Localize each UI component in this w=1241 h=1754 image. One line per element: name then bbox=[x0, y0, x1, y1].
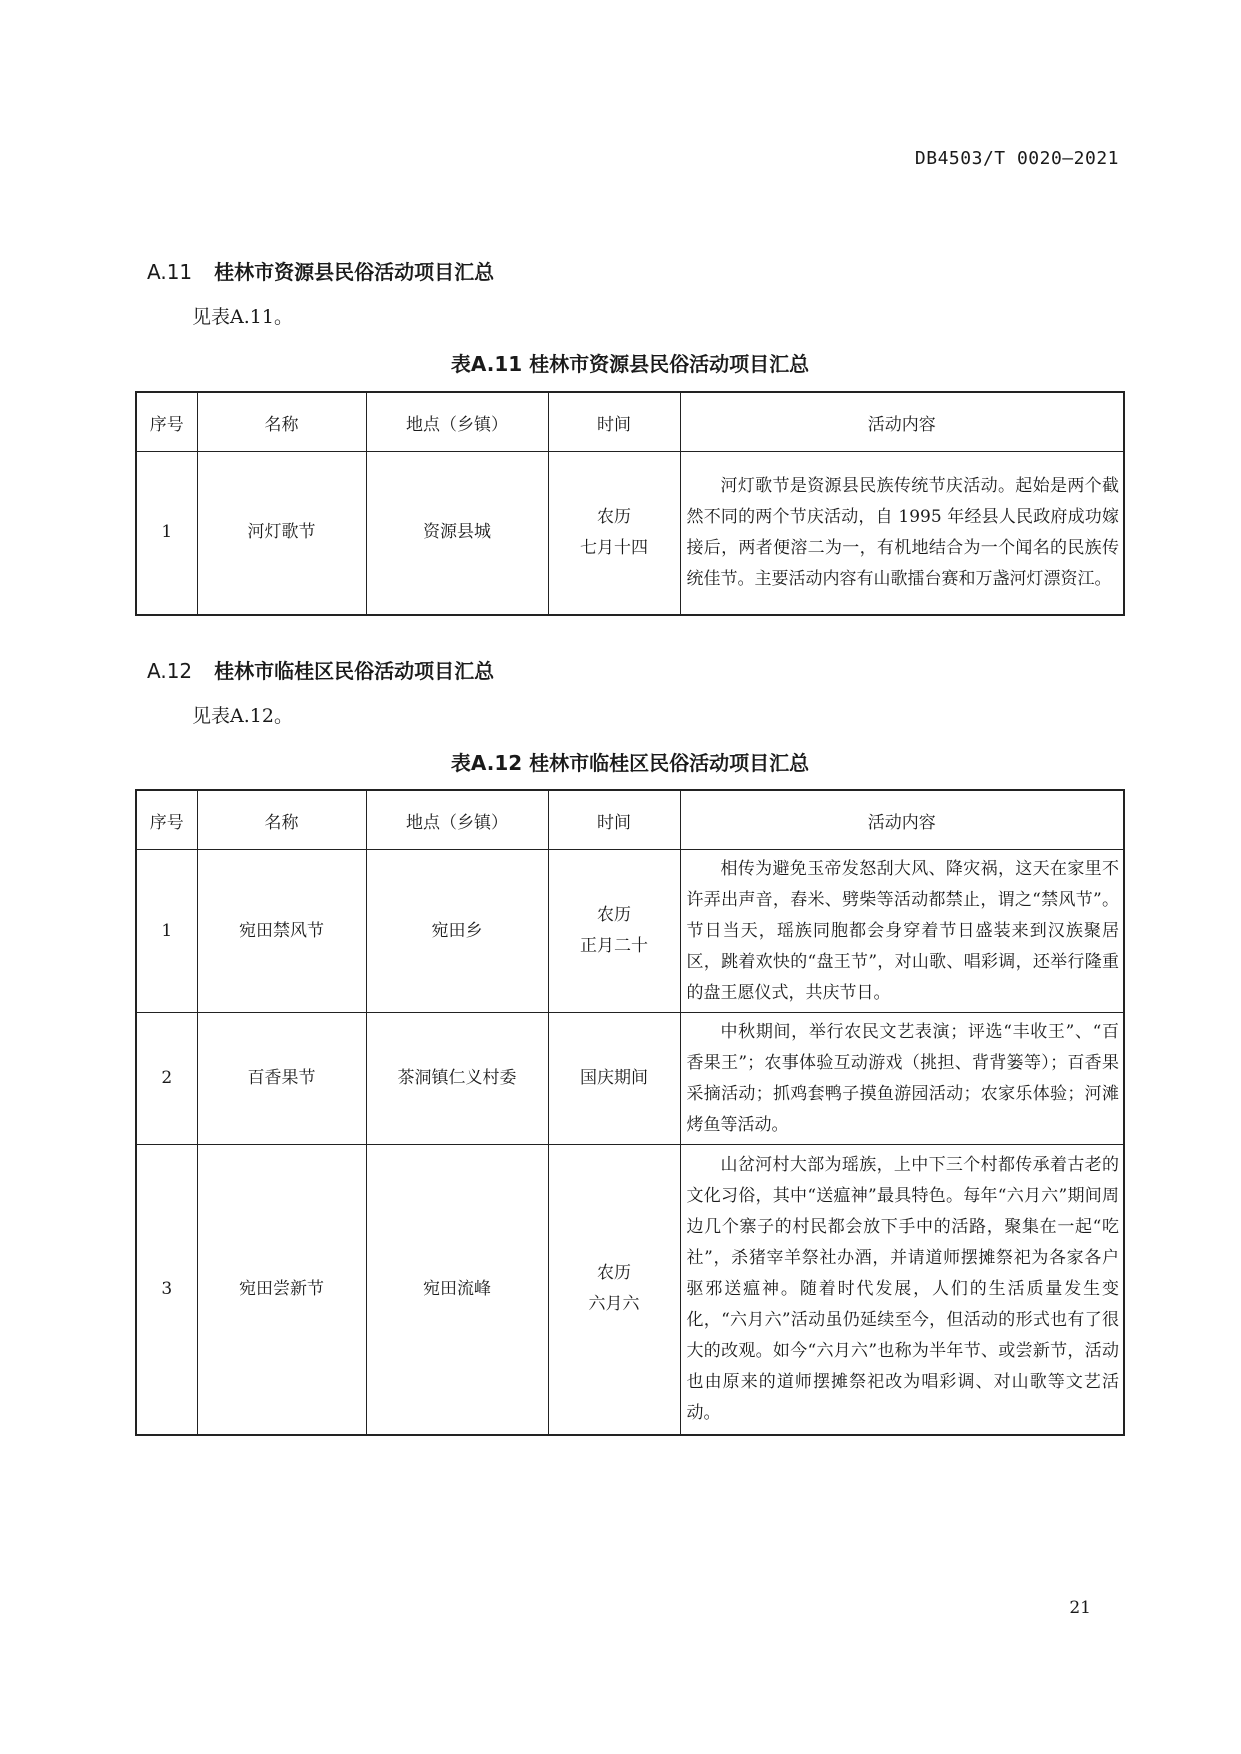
time-line-2: 六月六 bbox=[588, 1294, 640, 1315]
cell-content: 山岔河村大部为瑶族，上中下三个村都传承着古老的文化习俗，其中“送瘟神”最具特色。每年“六月六”期间周边几个寨子的村民都会放下手中的活路，聚集在一起“吃社”，杀猪宰羊祭社办酒，并请道师摆摊祭祀为各家各户驱邪送瘟神。随着时代发展，人们的生活质量发生变化，“六月六”活动虽仍延续至今，但活动的形式也有了很大的改观。如今“六月六”也称为半年节、或尝新节，活动也由原来的道师摆摊祭祀改为唱彩调、对山歌等文艺活动。 bbox=[680, 1145, 1124, 1435]
header-place: 地点（乡镇） bbox=[366, 392, 548, 452]
time-line-1: 国庆期间 bbox=[580, 1068, 648, 1088]
table-row bbox=[136, 850, 1124, 1013]
section-number: A.11 bbox=[147, 260, 193, 284]
header-seq: 序号 bbox=[136, 392, 197, 452]
cell-content: 相传为避免玉帝发怒刮大风、降灾祸，这天在家里不许弄出声音，舂米、劈柴等活动都禁止，谓之“禁风节”。节日当天，瑶族同胞都会身穿着节日盛装来到汉族聚居区，跳着欢快的“盘王节”，对山歌、唱彩调，还举行隆重的盘王愿仪式，共庆节日。 bbox=[680, 850, 1124, 1013]
cell-place: 宛田乡 bbox=[366, 850, 548, 1013]
section-heading-a11 bbox=[147, 256, 494, 285]
section-heading-a12 bbox=[147, 655, 494, 684]
table-header-row bbox=[136, 790, 1124, 850]
header-time: 时间 bbox=[548, 790, 680, 850]
section-number: A.12 bbox=[147, 659, 193, 683]
cell-place: 资源县城 bbox=[366, 452, 548, 615]
table-a12 bbox=[135, 789, 1125, 1436]
section-title: 桂林市临桂区民俗活动项目汇总 bbox=[214, 659, 495, 683]
table-row bbox=[136, 1145, 1124, 1435]
section-title: 桂林市资源县民俗活动项目汇总 bbox=[214, 260, 495, 284]
see-table-reference: 见表A.12。 bbox=[192, 705, 293, 727]
table-caption: 表A.11 桂林市资源县民俗活动项目汇总 bbox=[450, 352, 810, 376]
cell-seq: 3 bbox=[136, 1145, 197, 1435]
header-content: 活动内容 bbox=[680, 790, 1124, 850]
cell-place: 宛田流峰 bbox=[366, 1145, 548, 1435]
table-a11 bbox=[135, 391, 1125, 616]
header-seq: 序号 bbox=[136, 790, 197, 850]
header-place: 地点（乡镇） bbox=[366, 790, 548, 850]
header-name: 名称 bbox=[197, 392, 366, 452]
header-time: 时间 bbox=[548, 392, 680, 452]
time-line-1: 农历 bbox=[597, 506, 631, 527]
table-caption: 表A.12 桂林市临桂区民俗活动项目汇总 bbox=[450, 751, 810, 775]
header-content: 活动内容 bbox=[680, 392, 1124, 452]
cell-place: 茶洞镇仁义村委 bbox=[366, 1013, 548, 1145]
cell-time bbox=[548, 850, 680, 1013]
cell-name: 宛田尝新节 bbox=[197, 1145, 366, 1435]
time-line-1: 农历 bbox=[597, 1263, 631, 1284]
cell-time bbox=[548, 1145, 680, 1435]
see-table-reference: 见表A.11。 bbox=[192, 306, 293, 328]
time-line-2: 七月十四 bbox=[580, 537, 648, 558]
cell-time bbox=[548, 452, 680, 615]
cell-time bbox=[548, 1013, 680, 1145]
document-code: DB4503/T 0020—2021 bbox=[914, 148, 1119, 169]
cell-content: 河灯歌节是资源县民族传统节庆活动。起始是两个截然不同的两个节庆活动，自 1995 年经县人民政府成功嫁接后，两者便溶二为一，有机地结合为一个闻名的民族传统佳节。主要活动内容有山歌擂台赛和万盏河灯漂资江。 bbox=[680, 452, 1124, 615]
cell-name: 百香果节 bbox=[197, 1013, 366, 1145]
cell-content: 中秋期间，举行农民文艺表演；评选“丰收王”、“百香果王”；农事体验互动游戏（挑担、背背篓等）；百香果采摘活动；抓鸡套鸭子摸鱼游园活动；农家乐体验；河滩烤鱼等活动。 bbox=[680, 1013, 1124, 1145]
table-row bbox=[136, 452, 1124, 615]
cell-name: 宛田禁风节 bbox=[197, 850, 366, 1013]
time-line-1: 农历 bbox=[597, 905, 631, 925]
page-number: 21 bbox=[1069, 1598, 1091, 1618]
cell-seq: 1 bbox=[136, 452, 197, 615]
cell-seq: 1 bbox=[136, 850, 197, 1013]
table-row bbox=[136, 1013, 1124, 1145]
header-name: 名称 bbox=[197, 790, 366, 850]
table-header-row bbox=[136, 392, 1124, 452]
cell-seq: 2 bbox=[136, 1013, 197, 1145]
cell-name: 河灯歌节 bbox=[197, 452, 366, 615]
time-line-2: 正月二十 bbox=[580, 936, 648, 956]
